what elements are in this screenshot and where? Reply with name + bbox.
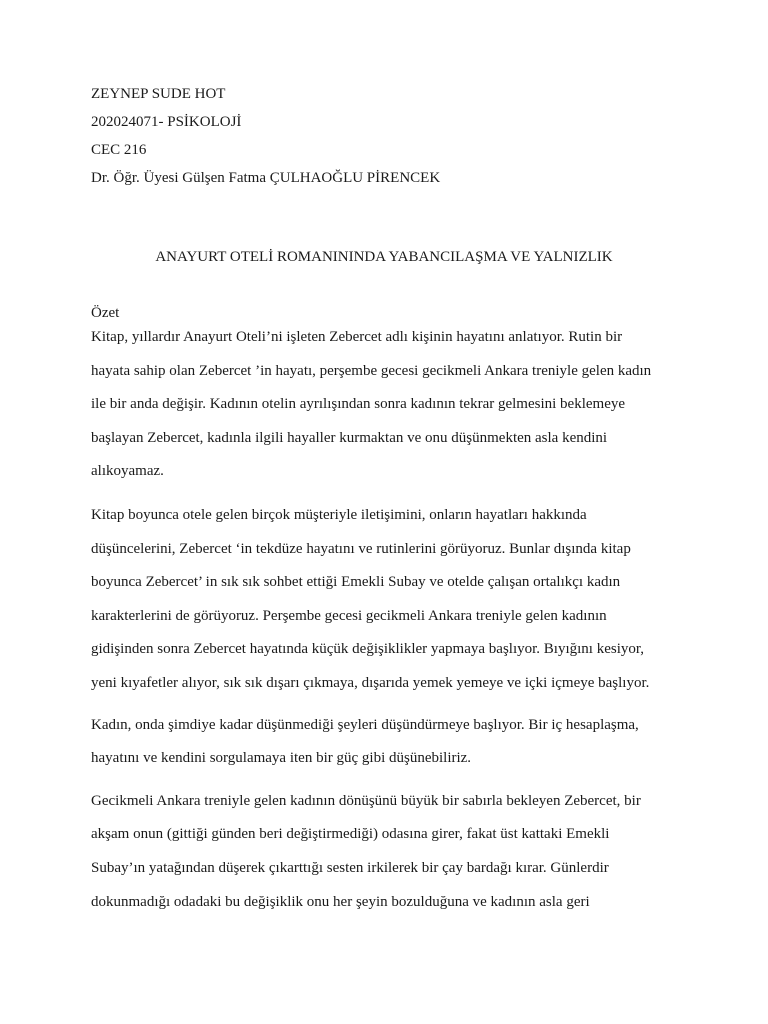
paragraph-spacer [91,782,691,791]
paragraph-line: Kitap, yıllardır Anayurt Oteli’ni işleten Zebercet adlı kişinin hayatını anlatıyor. Rutin bir [91,329,623,345]
paragraph-spacer [91,707,691,715]
paragraph-line: Kitap boyunca otele gelen birçok müşteriyle iletişimini, onların hayatları hakkında [91,506,587,523]
paragraph-1 [91,327,691,495]
instructor-name: Dr. Öğr. Üyesi Gülşen Fatma ÇULHAOĞLU PİRENCEK [91,170,441,186]
document-body [91,303,691,925]
paragraph-spacer [91,495,691,505]
paragraph-line: ile bir anda değişir. Kadının otelin ayrılışından sonra kadının tekrar gelmesini beklemeye [91,396,626,413]
paragraph-line: Kadın, onda şimdiye kadar düşünmediği şeyleri düşündürmeye başlıyor. Bir iç hesaplaşma, [91,716,639,733]
paragraph-line: boyunca Zebercet’ in sık sık sohbet ettiği Emekli Subay ve otelde çalışan ortalıkçı kadın [91,574,621,591]
author-name: ZEYNEP SUDE HOT [91,86,226,102]
paragraph-line: hayatını ve kendini sorgulamaya iten bir güç gibi düşünebiliriz. [91,750,472,767]
paragraph-line: Gecikmeli Ankara treniyle gelen kadının dönüşünü büyük bir sabırla bekleyen Zebercet, bir [91,792,641,809]
paragraph-2 [91,505,691,707]
course-code: CEC 216 [91,142,147,158]
paragraph-line: başlayan Zebercet, kadınla ilgili hayaller kurmaktan ve onu düşünmekten asla kendini [91,429,608,446]
paragraph-line: dokunmadığı odadaki bu değişiklik onu her şeyin bozulduğuna ve kadının asla geri [91,893,590,910]
paragraph-line: düşüncelerini, Zebercet ‘in tekdüze hayatını ve rutinlerini görüyoruz. Bunlar dışında kitap [91,540,631,557]
paragraph-line: akşam onun (gittiği günden beri değiştirmediği) odasına girer, fakat üst kattaki Emekli [91,826,610,843]
abstract-label: Özet [91,305,120,321]
document-title: ANAYURT OTELİ ROMANININDA YABANCILAŞMA VE YALNIZLIK [155,249,613,265]
paragraph-line: yeni kıyafetler alıyor, sık sık dışarı çıkmaya, dışarıda yemek yemeye ve içki içmeye başlıyor. [91,674,650,691]
paragraph-line: Subay’ın yatağından düşerek çıkarttığı sesten irkilerek bir çay bardağı kırar. Günlerdir [91,859,609,876]
paragraph-line: hayata sahip olan Zebercet ’in hayatı, perşembe gecesi gecikmeli Ankara treniyle gelen kadın [91,362,652,379]
paragraph-3 [91,715,691,782]
paragraph-line: gidişinden sonra Zebercet hayatında küçük değişiklikler yapmaya başlıyor. Bıyığını kesiyor, [91,641,645,658]
paragraph-line: karakterlerini de görüyoruz. Perşembe gecesi gecikmeli Ankara treniyle gelen kadının [91,607,607,624]
document-header [91,84,691,196]
student-id-department: 202024071- PSİKOLOJİ [91,114,242,130]
paragraph-line: alıkoyamaz. [91,463,164,480]
paragraph-4 [91,791,691,925]
